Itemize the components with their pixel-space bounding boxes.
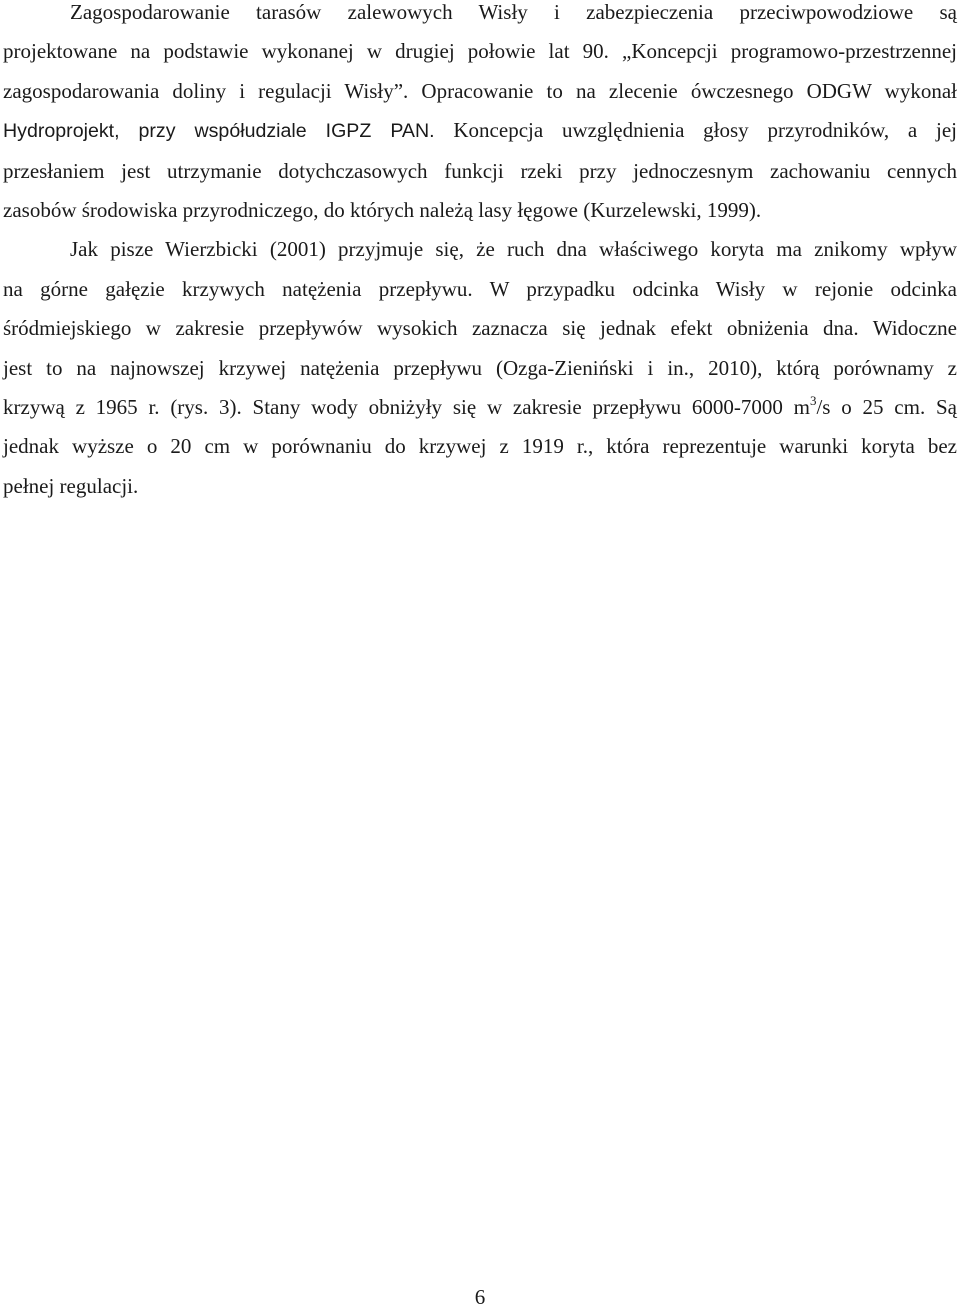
paragraph-1-line-5: przesłaniem jest utrzymanie dotychczasowych funkcji rzeki przy jednoczesnym zachowaniu cennych [3,158,957,183]
paragraph-1-line-4-part-a: Hydroprojekt, przy współudziale IGPZ PAN. [3,120,435,143]
paragraph-2-line-6: jednak wyższe o 20 cm w porównaniu do krzywej z 1919 r., która reprezentuje warunki koryta bez [3,434,957,459]
paragraph-1-line-1: Zagospodarowanie tarasów zalewowych Wisły i zabezpieczenia przeciwpowodziowe są [70,0,957,24]
paragraph-2-line-4: jest to na najnowszej krzywej natężenia przepływu (Ozga-Zieniński i in., 2010), którą porównamy z [3,355,957,380]
paragraph-2-line-5 [3,388,957,427]
paragraph-1-line-2: projektowane na podstawie wykonanej w drugiej połowie lat 90. „Koncepcji programowo-przestrzennej [3,39,957,64]
paragraph-2-line-5-part-b: /s o 25 cm. Są [816,395,957,420]
paragraph-2-line-7: pełnej regulacji. [3,473,139,498]
paragraph-2-line-1: Jak pisze Wierzbicki (2001) przyjmuje się, że ruch dna właściwego koryta ma znikomy wpływ [70,237,957,262]
paragraph-1 [3,0,957,230]
paragraph-1-line-4 [3,111,957,151]
paragraph-2-line-2: na górne gałęzie krzywych natężenia przepływu. W przypadku odcinka Wisły w rejonie odcinka [3,276,957,301]
document-page [3,0,957,506]
paragraph-2-line-5-part-a: krzywą z 1965 r. (rys. 3). Stany wody obniżyły się w zakresie przepływu 6000-7000 m [3,395,810,420]
superscript-cubic: 3 [809,393,817,409]
page-number: 6 [474,1285,486,1309]
paragraph-1-line-4-part-b: Koncepcja uwzględnienia głosy przyrodników, a jej [434,118,958,143]
paragraph-1-line-3: zagospodarowania doliny i regulacji Wisły”. Opracowanie to na zlecenie ówczesnego ODGW wykonał [3,78,957,103]
paragraph-2 [3,230,957,506]
paragraph-1-line-6: zasobów środowiska przyrodniczego, do których należą lasy łęgowe (Kurzelewski, 1999). [3,198,762,223]
paragraph-2-line-3: śródmiejskiego w zakresie przepływów wysokich zaznacza się jednak efekt obniżenia dna. Widoczne [3,316,957,341]
